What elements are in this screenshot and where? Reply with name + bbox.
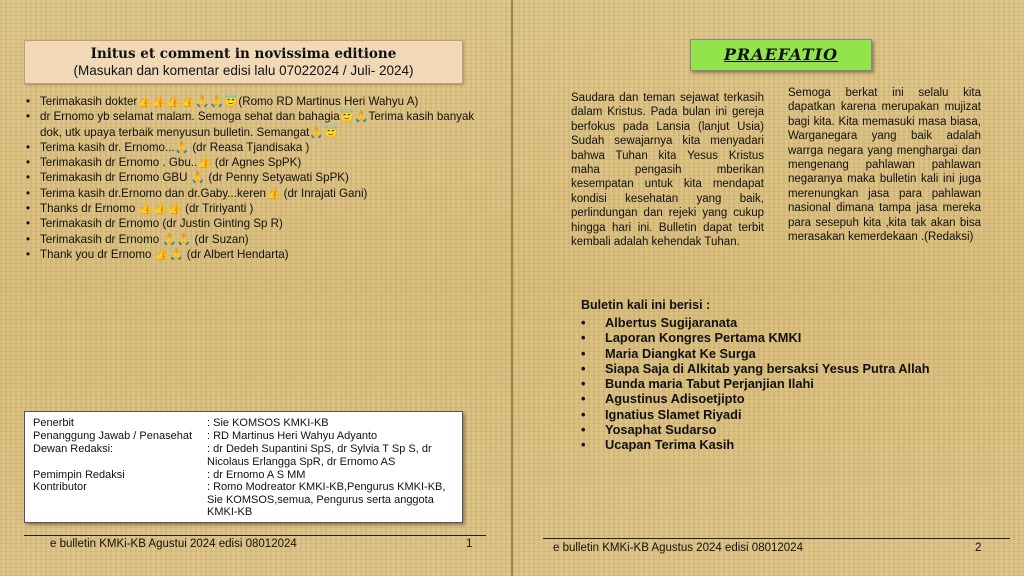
page-number: 1 bbox=[466, 538, 473, 550]
contents-list bbox=[581, 315, 930, 453]
list-item: • Laporan Kongres Pertama KMKI bbox=[581, 330, 930, 345]
list-item: • Thank you dr Ernomo 👍🙏 (dr Albert Hendarta) bbox=[26, 247, 496, 262]
masthead-label: Pemimpin Redaksi bbox=[33, 469, 125, 481]
list-item: • Thanks dr Ernomo 👍👍👍 (dr Tririyanti ) bbox=[26, 201, 496, 216]
list-item: • Terima kasih dr.Ernomo dan dr.Gaby...keren👍 (dr Inrajati Gani) bbox=[26, 186, 496, 201]
masthead-value: : Sie KOMSOS KMKI-KB bbox=[207, 417, 329, 429]
list-item: • Terimakasih dr Ernomo GBU 🙏 (dr Penny Setyawati SpPK) bbox=[26, 170, 496, 185]
list-item: • Terimakasih dr Ernomo 🙏🙏 (dr Suzan) bbox=[26, 232, 496, 247]
masthead-value: : dr Dedeh Supantini SpS, dr Sylvia T Sp S, dr Nicolaus Erlangga SpR, dr Ernomo AS bbox=[207, 443, 432, 468]
right-page bbox=[513, 0, 1024, 576]
list-item: • Bunda maria Tabut Perjanjian Ilahi bbox=[581, 376, 930, 391]
masthead-box bbox=[24, 411, 463, 523]
feedback-title: Initus et comment in novissima editione bbox=[90, 46, 397, 62]
feedback-title-box bbox=[24, 40, 463, 84]
list-item: • Terimakasih dokter👍👍👍👍🙏🙏😇(Romo RD Martinus Heri Wahyu A) bbox=[26, 94, 496, 109]
list-item: • Ignatius Slamet Riyadi bbox=[581, 407, 930, 422]
masthead-label: Dewan Redaksi: bbox=[33, 443, 114, 455]
footer-text: e bulletin KMKi-KB Agustui 2024 edisi 08012024 bbox=[50, 538, 297, 550]
list-item: • Albertus Sugijaranata bbox=[581, 315, 930, 330]
contents-title: Buletin kali ini berisi : bbox=[581, 298, 711, 312]
masthead-label: Kontributor bbox=[33, 481, 87, 493]
masthead-label: Penerbit bbox=[33, 417, 74, 429]
list-item: • Terima kasih dr. Ernomo...🙏 (dr Reasa Tjandisaka ) bbox=[26, 140, 496, 155]
preface-column-left: Saudara dan teman sejawat terkasih dalam Kristus. Pada bulan ini gereja berfokus pada Lansia (lanjut Usia) Sudah sewajarnya kita menyadari bahwa Tuhan kita Yesus Kristus maha pengasih mberikan kesempatan untuk kita mendapat kondisi kesehatan yang baik, perlindungan dan rejeki yang cukup hingga hari ini. Bulletin dapat terbit kembali adalah kehendak Tuhan. bbox=[571, 92, 764, 249]
footer-divider bbox=[24, 535, 486, 536]
list-item: • dr Ernomo yb selamat malam. Semoga sehat dan bahagia😇🙏Terima kasih banyak dok, utk upaya terbaik menyusun bulletin. Semangat🙏😇 bbox=[26, 109, 496, 140]
masthead-value: : Romo Modreator KMKI-KB,Pengurus KMKI-KB, Sie KOMSOS,semua, Pengurus serta anggota KMKI-KB bbox=[207, 481, 446, 518]
preface-column-right: Semoga berkat ini selalu kita dapatkan karena merupakan mujizat bagi kita. Kita memasuki masa biasa, Warganegara yang baik adalah warrga negara yang menghargai dan mengenang pahlawan pahlawan negaranya maka bulletin kali ini juga merenungkan jasa para pahlawan nasional dimana tampa jasa mereka para sesepuh kita ,kita tak akan bisa merasakan kemerdekaan .(Redaksi) bbox=[788, 87, 981, 244]
list-item: • Agustinus Adisoetjipto bbox=[581, 391, 930, 406]
page-title: PRAEFATIO bbox=[690, 39, 872, 71]
list-item: • Terimakasih dr Ernomo (dr Justin Ginting Sp R) bbox=[26, 216, 496, 231]
left-page bbox=[0, 0, 511, 576]
masthead-label: Penanggung Jawab / Penasehat bbox=[33, 430, 193, 442]
list-item: • Siapa Saja di Alkitab yang bersaksi Yesus Putra Allah bbox=[581, 361, 930, 376]
list-item: • Yosaphat Sudarso bbox=[581, 422, 930, 437]
footer-text: e bulletin KMKi-KB Agustus 2024 edisi 08012024 bbox=[553, 542, 803, 554]
page-number: 2 bbox=[975, 542, 982, 554]
masthead-value: : dr Ernomo A S MM bbox=[207, 469, 306, 481]
list-item: • Ucapan Terima Kasih bbox=[581, 437, 930, 452]
thanks-list bbox=[26, 94, 496, 262]
masthead-value: : RD Martinus Heri Wahyu Adyanto bbox=[207, 430, 378, 442]
list-item: • Terimakasih dr Ernomo . Gbu..👍 (dr Agnes SpPK) bbox=[26, 155, 496, 170]
list-item: • Maria Diangkat Ke Surga bbox=[581, 346, 930, 361]
footer-divider bbox=[543, 538, 1010, 539]
feedback-subtitle: (Masukan dan komentar edisi lalu 07022024 / Juli- 2024) bbox=[73, 63, 414, 78]
